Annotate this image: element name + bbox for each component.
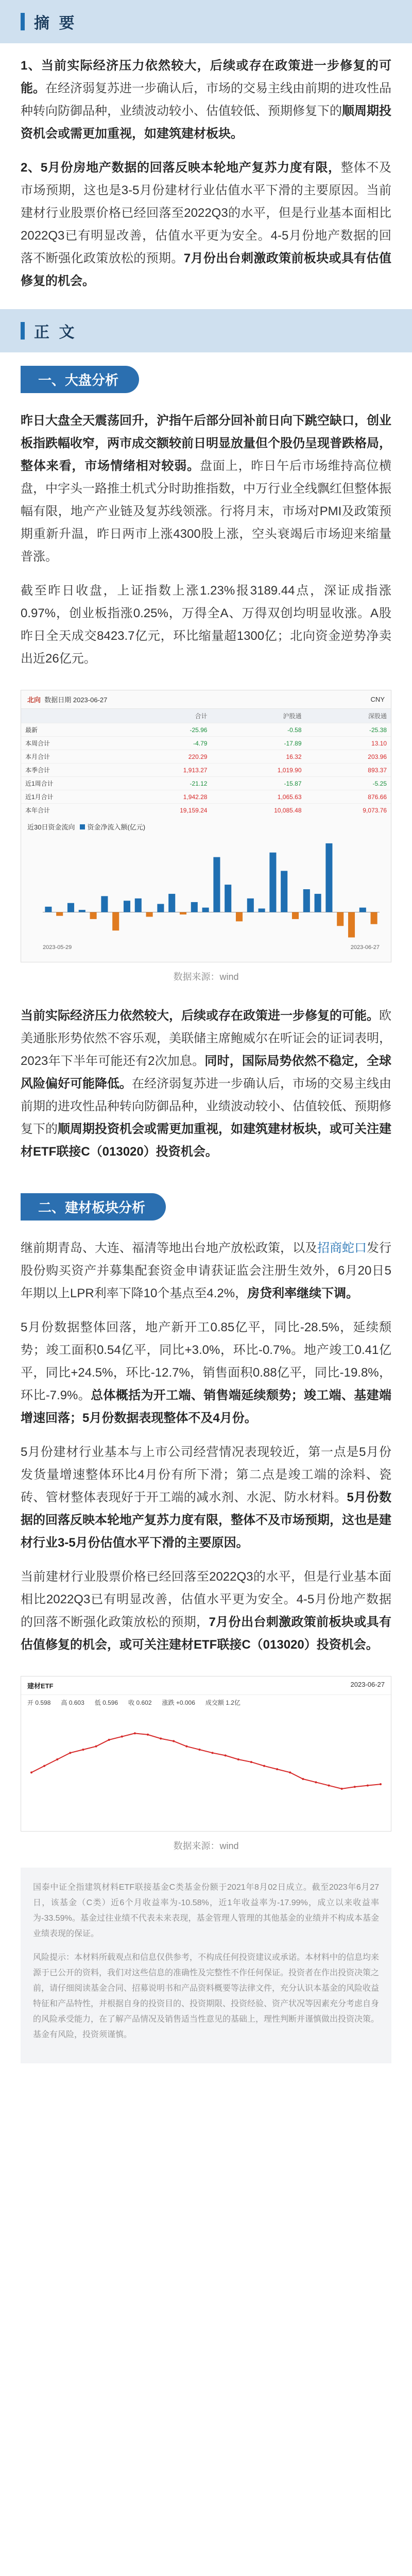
flow-cell-sh: -15.87 xyxy=(211,777,305,790)
materials-p5-a: 5月份数据整体回落，地产新开工0.85亿平，同比-28.5%，延续颓势；竣工面积0.54亿平，同比+3.0%，环比-0.7%。地产竣工0.41亿平，同比+24.5%，环比-12.7%，销售面积0.88亿平，同比-19.8%，环比-7.9%。 xyxy=(21,1320,391,1402)
etf-stat: 开 0.598 xyxy=(27,1699,51,1706)
flow-bar xyxy=(281,871,287,912)
flow-cell-total: -21.12 xyxy=(117,777,211,790)
summary-p2-bold: 2、5月份房地产数据的回落反映本轮地产复苏力度有限， xyxy=(21,161,341,175)
legend-label: 资金净流入额(亿元) xyxy=(87,823,146,831)
company-link[interactable]: 招商蛇口 xyxy=(317,1241,367,1255)
table-row xyxy=(21,790,391,804)
etf-price-point xyxy=(121,1736,123,1738)
etf-price-point xyxy=(237,1758,239,1760)
materials-p7-bold: 7月份出台刺激政策前板块或具有估值修复的机会，或可关注建材ETF联接C（013020）投资机会。 xyxy=(21,1615,391,1652)
flow-chart-box xyxy=(21,817,391,962)
caption-source-1: 数据来源：wind xyxy=(173,972,239,982)
flow-bar xyxy=(247,899,254,912)
etf-price-point xyxy=(198,1749,200,1751)
etf-stats xyxy=(21,1695,391,1710)
northbound-flow-panel xyxy=(21,690,391,962)
etf-price-point xyxy=(147,1734,149,1736)
summary-paragraph-2 xyxy=(21,157,391,293)
etf-panel-top xyxy=(21,1676,391,1695)
summary-p1-bold2: 顺周期投资机会或需更加重视，如建筑建材板块。 xyxy=(21,104,391,141)
materials-paragraph-3 xyxy=(21,1441,391,1554)
flow-bar xyxy=(359,908,366,912)
etf-price-point xyxy=(302,1778,304,1780)
flow-bar xyxy=(67,903,74,912)
flow-cell-sh: 1,065.63 xyxy=(211,790,305,804)
flow-bar xyxy=(315,894,321,912)
flow-bar xyxy=(168,894,175,912)
flow-chart-title: 近30日资金流向 xyxy=(27,823,75,831)
flow-bar xyxy=(269,853,276,912)
legend-swatch xyxy=(80,824,85,829)
flow-cell-sh: 10,085.48 xyxy=(211,804,305,817)
flow-bar xyxy=(337,912,344,926)
flow-cell-total: 19,159.24 xyxy=(117,804,211,817)
flow-cell-total: -25.96 xyxy=(117,723,211,737)
market-paragraph-3 xyxy=(21,1005,391,1163)
etf-price-point xyxy=(43,1765,45,1767)
market-p3-bold: 当前实际经济压力依然较大，后续或存在政策进一步修复的可能。 xyxy=(21,1009,379,1023)
market-body-2 xyxy=(0,993,412,1180)
materials-paragraph-4 xyxy=(21,1566,391,1656)
etf-price-point xyxy=(134,1732,136,1734)
flow-cell-sz: 9,073.76 xyxy=(306,804,391,817)
materials-p4-bold: 房贷利率继续下调。 xyxy=(247,1286,359,1300)
flow-bar xyxy=(90,912,97,919)
table-row xyxy=(21,777,391,790)
market-p3-rest2: 在经济弱复苏进一步确认后，市场的交易主线由前期的进攻性品种转向防御品种，业绩波动较小、估值较低、预期修复下的 xyxy=(21,1077,391,1136)
flow-bar xyxy=(45,907,52,912)
etf-price-point xyxy=(30,1771,32,1773)
materials-p4-a: 继前期青岛、大连、福清等地出台地产放松政策，以及 xyxy=(21,1241,317,1255)
summary-p1-rest: 在经济弱复苏进一步确认后，市场的交易主线由前期的进攻性品种转向防御品种，业绩波动较小、估值较低、预期修复下的 xyxy=(21,81,391,118)
market-paragraph-2: 截至昨日收盘，上证指数上涨1.23%报3189.44点，深证成指涨0.97%，创业板指涨0.25%，万得全A、万得双创均明显收涨。A股昨日全天成交8423.7亿元，环比缩量超1300亿；北向资金逆势净卖出近26亿元。 xyxy=(21,584,391,666)
caption-source-2: 数据来源：wind xyxy=(173,1841,239,1851)
materials-body xyxy=(0,1226,412,1673)
market-paragraph-1 xyxy=(21,410,391,568)
market-body xyxy=(0,398,412,687)
flow-cell-sh: -17.89 xyxy=(211,737,305,750)
etf-panel-title: 建材ETF xyxy=(27,1682,54,1690)
x-tick-label: 2023-06-27 xyxy=(350,944,380,951)
flow-bar xyxy=(202,908,209,912)
market-p3-rest: 欧美通胀形势依然不容乐观，美联储主席鲍威尔在听证会的证词表明，2023年下半年可能还有2次加息。 xyxy=(21,1009,391,1068)
etf-price-point xyxy=(276,1768,278,1770)
flow-col-header xyxy=(21,709,117,723)
flow-panel-title: 北向 xyxy=(27,696,41,704)
materials-p6-a: 5月份建材行业基本与上市公司经营情况表现较近，第一点是5月份发货量增速整体环比4月份有所下滑；第二点是竣工端的涂料、瓷砖、管材整体表现好于开工端的减水剂、水泥、防水材料。 xyxy=(21,1445,391,1504)
table-row xyxy=(21,764,391,777)
etf-price-point xyxy=(263,1765,265,1767)
market-p3-bold3: 顺周期投资机会或需更加重视，如建筑建材板块，或可关注建材ETF联接C（013020）投资机会。 xyxy=(21,1122,391,1159)
summary-body xyxy=(0,43,412,309)
etf-price-line xyxy=(31,1733,381,1789)
flow-bar xyxy=(112,912,119,931)
subsection-building-materials: 二、建材板块分析 xyxy=(21,1193,166,1221)
flow-bar xyxy=(146,912,153,917)
etf-price-point xyxy=(380,1783,382,1785)
flow-panel-unit: CNY xyxy=(370,696,385,703)
flow-chart-legend xyxy=(80,822,145,832)
etf-stat: 低 0.596 xyxy=(94,1699,118,1706)
market-p1-rest: 盘面上，昨日午后市场维持高位横盘，中字头一路推土机式分时助推指数，中万行业全线飘红但整体振幅有限，地产产业链及复苏线领涨。行将月末，市场对PMI及政策预期重新升温，昨日两市上涨4300股上涨，空头衰竭后市场迎来缩量普涨。 xyxy=(21,459,391,564)
flow-bar xyxy=(124,901,130,912)
summary-p2-rest: 整体不及市场预期，这也是3-5月份建材行业估值水平下滑的主要原因。当前建材行业股票价格已经回落至2022Q3的水平，但是行业基本面相比2022Q3已有明显改善，估值水平更为安全。4-5月份地产数据的回落不断强化政策放松的预期。 xyxy=(21,161,391,265)
flow-bar xyxy=(191,902,198,912)
header-bar xyxy=(21,13,25,30)
etf-price-point xyxy=(56,1758,58,1760)
etf-stat: 高 0.603 xyxy=(61,1699,84,1706)
etf-price-point xyxy=(69,1752,71,1754)
flow-bar xyxy=(56,912,63,916)
flow-panel-date: 数据日期 2023-06-27 xyxy=(44,696,108,704)
flow-table xyxy=(21,709,391,817)
x-tick-label: 2023-05-29 xyxy=(43,944,72,951)
flow-bar xyxy=(79,910,85,912)
flow-cell-total: 1,942.28 xyxy=(117,790,211,804)
subsection-market: 一、大盘分析 xyxy=(21,366,139,393)
flow-bar xyxy=(180,912,186,914)
flow-bar xyxy=(101,896,108,912)
header-bar xyxy=(21,322,25,340)
flow-bar xyxy=(348,912,355,938)
flow-cell-sh: 16.32 xyxy=(211,750,305,764)
etf-price-panel xyxy=(21,1676,391,1832)
etf-price-point xyxy=(250,1761,252,1763)
etf-price-point xyxy=(108,1739,110,1741)
main-heading: 正 文 xyxy=(34,324,77,342)
disclaimer-paragraph-2: 风险提示：本材料所载观点和信息仅供参考，不构成任何投资建议或承诺。本材料中的信息均来源于已公开的资料，我们对这些信息的准确性及完整性不作任何保证。投资者在作出投资决策之前，请仔细阅读基金合同、招募说明书和产品资料概要等法律文件，充分认识本基金的风险收益特征和产品特性，并根据自身的投资目的、投资期限、投资经验、资产状况等因素充分考虑自身的风险承受能力，在了解产品情况及销售适当性意见的基础上，理性判断并谨慎做出投资决策。基金有风险，投资须谨慎。 xyxy=(33,1953,380,2039)
flow-chart-header xyxy=(27,822,385,832)
etf-price-point xyxy=(185,1745,187,1748)
summary-heading: 摘 要 xyxy=(34,14,77,32)
flow-bar xyxy=(303,889,310,912)
flow-cell-label: 近1月合计 xyxy=(21,790,117,804)
table-row xyxy=(21,723,391,737)
flow-bar xyxy=(259,908,265,912)
flow-bar xyxy=(292,912,299,919)
etf-price-point xyxy=(160,1737,162,1739)
flow-cell-label: 本季合计 xyxy=(21,764,117,777)
flow-cell-sz: 203.96 xyxy=(306,750,391,764)
flow-cell-total: 1,913.27 xyxy=(117,764,211,777)
flow-cell-label: 近1周合计 xyxy=(21,777,117,790)
flow-bar xyxy=(157,904,164,912)
etf-price-point xyxy=(341,1788,343,1790)
market-p1-bold: 昨日大盘全天震荡回升，沪指午后部分回补前日向下跳空缺口，创业板指跌幅收窄，两市成交额较前日明显放量但个股仍呈现普跌格局，整体来看，市场情绪相对较弱。 xyxy=(21,414,391,473)
summary-p2-bold2: 7月份出台刺激政策前板块或具有估值修复的机会。 xyxy=(21,251,391,288)
table-row xyxy=(21,737,391,750)
flow-cell-label: 本月合计 xyxy=(21,750,117,764)
flow-table-header-row xyxy=(21,709,391,723)
flow-cell-label: 最新 xyxy=(21,723,117,737)
flow-bar xyxy=(371,912,377,924)
summary-paragraph-1 xyxy=(21,55,391,145)
summary-p1-bold: 1、当前实际经济压力依然较大，后续或存在政策进一步修复的可能。 xyxy=(21,59,391,95)
materials-paragraph-2 xyxy=(21,1316,391,1430)
materials-paragraph-1 xyxy=(21,1237,391,1305)
flow-bar xyxy=(325,843,332,912)
flow-bar xyxy=(236,912,243,922)
flow-bar xyxy=(135,899,142,912)
flow-bar xyxy=(225,885,231,912)
flow-panel-top xyxy=(21,690,391,709)
flow-col-header: 深股通 xyxy=(306,709,391,723)
etf-line-chart xyxy=(21,1710,391,1828)
table-row xyxy=(21,804,391,817)
flow-cell-sz: 13.10 xyxy=(306,737,391,750)
etf-price-point xyxy=(173,1740,175,1742)
flow-cell-sz: -25.38 xyxy=(306,723,391,737)
flow-cell-sh: -0.58 xyxy=(211,723,305,737)
etf-price-point xyxy=(225,1754,227,1756)
etf-price-point xyxy=(328,1785,330,1787)
flow-col-header: 沪股通 xyxy=(211,709,305,723)
etf-price-point xyxy=(354,1786,356,1788)
etf-stat: 成交额 1.2亿 xyxy=(205,1699,241,1706)
summary-header xyxy=(0,0,412,43)
etf-stat: 收 0.602 xyxy=(128,1699,152,1706)
etf-price-point xyxy=(95,1745,97,1748)
flow-cell-label: 本年合计 xyxy=(21,804,117,817)
flow-cell-label: 本周合计 xyxy=(21,737,117,750)
materials-p6-bold: 5月份数据的回落反映本轮地产复苏力度有限，整体不及市场预期，这也是建材行业3-5月份估值水平下滑的主要原因。 xyxy=(21,1490,391,1550)
etf-panel-date: 2023-06-27 xyxy=(350,1681,385,1688)
flow-cell-sz: -5.25 xyxy=(306,777,391,790)
disclaimer-paragraph-1: 国泰中证全指建筑材料ETF联接基金C类基金份额于2021年8月02日成立。截至2023年6月27日，该基金（C类）近6个月收益率为-10.58%，近1年收益率为-17.99%，成立以来收益率为-33.59%。基金过往业绩不代表未来表现，基金管理人管理的其他基金的业绩并不构成本基金业绩表现的保证。 xyxy=(33,1883,379,1938)
flow-col-header: 合计 xyxy=(117,709,211,723)
flow-bar xyxy=(213,857,220,912)
flow-cell-total: 220.29 xyxy=(117,750,211,764)
materials-p4-b: 发行股份购买资产并募集配套资金申请获证监会注册生效外，6月20日5年期以上LPR利率下降10个基点至4.2%， xyxy=(21,1241,391,1300)
etf-price-point xyxy=(212,1752,214,1754)
etf-price-point xyxy=(82,1749,84,1751)
flow-cell-sh: 1,019.90 xyxy=(211,764,305,777)
market-p3-bold2: 同时，国际局势依然不稳定，全球风险偏好可能降低。 xyxy=(21,1054,391,1091)
flow-cell-total: -4.79 xyxy=(117,737,211,750)
table-row xyxy=(21,750,391,764)
flow-bar-chart xyxy=(27,834,385,952)
flow-cell-sz: 893.37 xyxy=(306,764,391,777)
etf-stat: 涨跌 +0.006 xyxy=(162,1699,195,1706)
etf-price-point xyxy=(367,1785,369,1787)
flow-cell-sz: 876.66 xyxy=(306,790,391,804)
etf-price-point xyxy=(315,1781,317,1783)
main-header xyxy=(0,309,412,352)
materials-p5-bold: 总体概括为开工端、销售端延续颓势；竣工端、基建端增速回落；5月份数据表现整体不及4月份。 xyxy=(21,1388,391,1425)
etf-price-point xyxy=(289,1771,291,1773)
disclaimer-box xyxy=(21,1868,391,2063)
materials-p7-a: 当前建材行业股票价格已经回落至2022Q3的水平，但是行业基本面相比2022Q3已有明显改善，估值水平更为安全。4-5月份地产数据的回落不断强化政策放松的预期， xyxy=(21,1570,391,1629)
